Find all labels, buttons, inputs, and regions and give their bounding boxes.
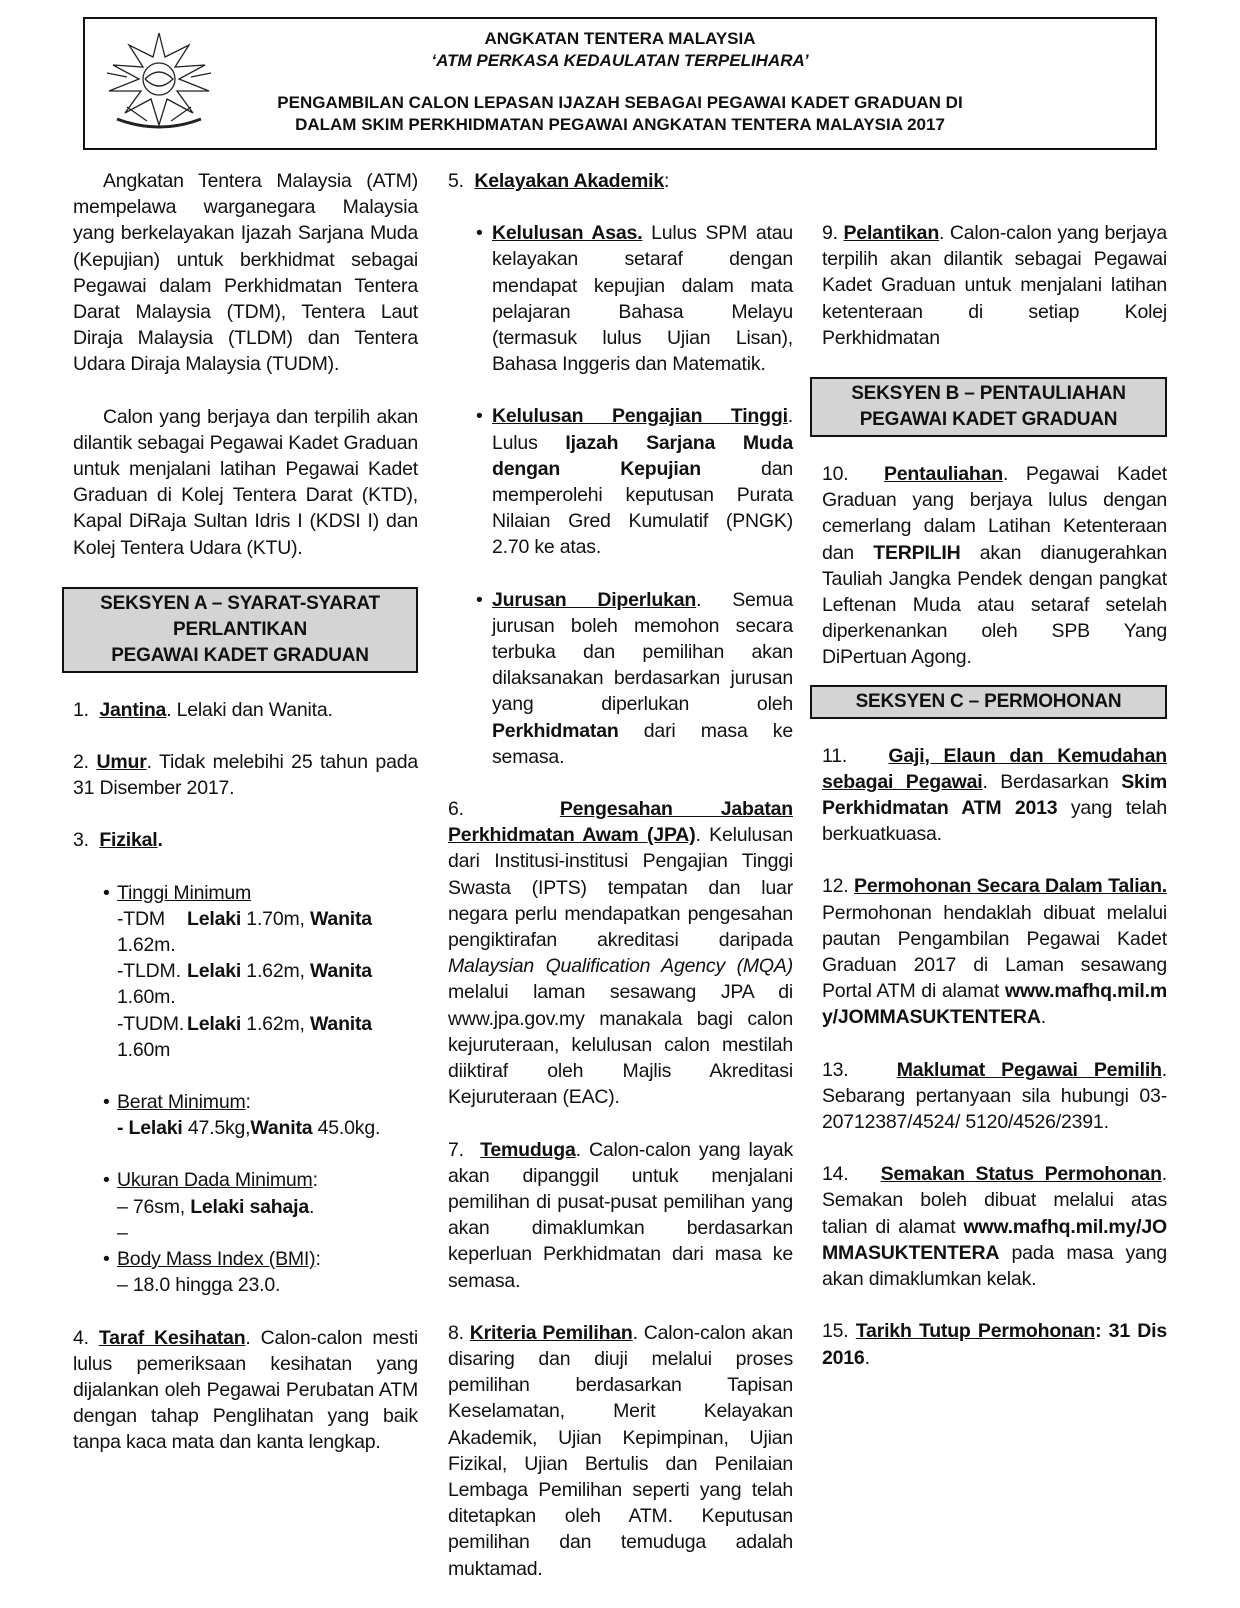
item-1-jantina: 1. Jantina. Lelaki dan Wanita. (73, 698, 333, 721)
status-url[interactable]: www.mafhq.mil.my/JOMMASUKTENTERA (822, 1215, 1167, 1264)
column-2 (448, 168, 793, 1608)
document-header (83, 17, 1157, 150)
item-7-temuduga: 7. Temuduga. Calon-calon yang layak akan dipanggil untuk menjalani pemilihan di pusat-pusat pemilihan yang akan dimaklumkan berdasarkan keperluan Perkhidmatan dari masa ke semasa. (448, 1138, 793, 1292)
section-c-heading: SEKSYEN C – PERMOHONAN (810, 685, 1167, 719)
section-a-heading: SEKSYEN A – SYARAT-SYARAT PERLANTIKAN PEGAWAI KADET GRADUAN (62, 587, 418, 673)
item-3-fizikal: 3. Fizikal. (73, 829, 163, 852)
jurusan-diperlukan: • Jurusan Diperlukan. Semua jurusan boleh memohon secara terbuka dan pemilihan akan dilaksanakan berdasarkan jurusan yang diperlukan oleh Perkhidmatan dari masa ke semasa. (476, 588, 793, 768)
item-6-pengesahan-jpa: 6. Pengesahan Jabatan Perkhidmatan Awam (JPA). Kelulusan dari Institusi-institusi Pengajian Tinggi Swasta (IPTS) tempatan dan luar negara perlu mendapatkan pengesahan pengiktirafan akreditasi daripada Malaysian Qualification Agency (MQA) melalui laman sesawang JPA di www.jpa.gov.my manakala bagi calon kejuruteraan, kelulusan calon mestilah diiktiraf oleh Majlis Akreditasi Kejuruteraan (EAC). (448, 798, 793, 1109)
tinggi-minimum-list: • Tinggi Minimum -TDM Lelaki 1.70m, Wanita 1.62m. -TLDM. Lelaki 1.62m, Wanita 1.60m. -TUDM. Lelaki 1.62m, Wanita 1.60m (103, 881, 372, 1061)
header-motto: ‘ATM PERKASA KEDAULATAN TERPELIHARA’ (431, 51, 809, 70)
item-10-pentauliahan: 10. Pentauliahan. Pegawai Kadet Graduan yang berjaya lulus dengan cemerlang dalam Latihan Ketenteraan dan TERPILIH akan dianugerahkan Tauliah Jangka Pendek dengan pangkat Leftenan Muda atau setaraf setelah diperkenankan oleh SPB Yang DiPertuan Agong. (822, 463, 1167, 669)
item-11-gaji-elaun: 11. Gaji, Elaun dan Kemudahan sebagai Pegawai. Berdasarkan Skim Perkhidmatan ATM 2013 yang telah berkuatkuasa. (822, 744, 1167, 846)
section-b-heading: SEKSYEN B – PENTAULIAHAN PEGAWAI KADET GRADUAN (810, 377, 1167, 437)
item-13-maklumat-pegawai-pemilih: 13. Maklumat Pegawai Pemilih. Sebarang pertanyaan sila hubungi 03-20712387/4524/ 5120/4526/2391. (822, 1058, 1167, 1134)
column-3 (822, 220, 1167, 1397)
item-15-tarikh-tutup: 15. Tarikh Tutup Permohonan: 31 Dis 2016. (822, 1320, 1167, 1369)
item-12-permohonan-dalam-talian: 12. Permohonan Secara Dalam Talian. Permohonan hendaklah dibuat melalui pautan Pengambilan Pegawai Kadet Graduan 2017 di Laman sesawang Portal ATM di alamat www.mafhq.mil.my/JOMMASUKTENTERA. (822, 875, 1168, 1029)
item-5-kelayakan-akademik: 5. Kelayakan Akademik: (448, 170, 670, 192)
header-title-line1: PENGAMBILAN CALON LEPASAN IJAZAH SEBAGAI PEGAWAI KADET GRADUAN DI (277, 93, 963, 112)
kelulusan-pengajian-tinggi: • Kelulusan Pengajian Tinggi. Lulus Ijazah Sarjana Muda dengan Kepujian dan memperolehi keputusan Purata Nilaian Gred Kumulatif (PNGK) 2.70 ke atas. (476, 405, 793, 559)
item-9-pelantikan: 9. Pelantikan. Calon-calon yang berjaya terpilih akan dilantik sebagai Pegawai Kadet Graduan untuk menjalani latihan ketenteraan di setiap Kolej Perkhidmatan (822, 222, 1168, 349)
body-mass-index: • Body Mass Index (BMI): – 18.0 hingga 23.0. (103, 1248, 321, 1297)
item-14-semakan-status: 14. Semakan Status Permohonan. Semakan boleh dibuat melalui atas talian di alamat www.mafhq.mil.my/JOMMASUKTENTERA pada masa yang akan dimaklumkan kelak. (822, 1163, 1168, 1291)
berat-minimum: • Berat Minimum: - Lelaki 47.5kg,Wanita 45.0kg. (103, 1091, 381, 1140)
item-4-taraf-kesihatan: 4. Taraf Kesihatan. Calon-calon mesti lulus pemeriksaan kesihatan yang dijalankan oleh Pegawai Perubatan ATM dengan tahap Penglihatan yang baik tanpa kaca mata dan kanta lengkap. (73, 1326, 418, 1454)
intro-paragraph-2: Calon yang berjaya dan terpilih akan dilantik sebagai Pegawai Kadet Graduan untuk menjalani latihan Pegawai Kadet Graduan di Kolej Tentera Darat (KTD), Kapal DiRaja Sultan Idris I (KDSI I) dan Kolej Tentera Udara (KTU). (73, 405, 418, 559)
kelulusan-asas: • Kelulusan Asas. Lulus SPM atau kelayakan setaraf dengan mendapat kepujian dalam mata pelajaran Bahasa Melayu (termasuk lulus Ujian Lisan), Bahasa Inggeris dan Matematik. (476, 222, 793, 376)
application-url[interactable]: www.mafhq.mil.my/JOMMASUKTENTERA (822, 980, 1167, 1029)
ukuran-dada-minimum: • Ukuran Dada Minimum: – 76sm, Lelaki sahaja. – (103, 1169, 318, 1244)
item-8-kriteria-pemilihan: 8. Kriteria Pemilihan. Calon-calon akan disaring dan diuji melalui proses pemilihan berdasarkan Tapisan Keselamatan, Merit Kelayakan Akademik, Ujian Kepimpinan, Ujian Fizikal, Ujian Bertulis dan Penilaian Lembaga Pemilihan seperti yang telah ditetapkan oleh ATM. Keputusan pemilihan dan temuduga adalah muktamad. (448, 1321, 793, 1580)
header-org: ANGKATAN TENTERA MALAYSIA (484, 29, 756, 48)
header-title-line2: DALAM SKIM PERKHIDMATAN PEGAWAI ANGKATAN TENTERA MALAYSIA 2017 (295, 115, 945, 134)
item-2-umur: 2. Umur. Tidak melebihi 25 tahun pada 31 Disember 2017. (73, 751, 419, 800)
column-1 (73, 168, 418, 1482)
intro-paragraph-1: Angkatan Tentera Malaysia (ATM) mempelawa warganegara Malaysia yang berkelayakan Ijazah Sarjana Muda (Kepujian) untuk berkhidmat sebagai Pegawai dalam Perkhidmatan Tentera Darat Malaysia (TDM), Tentera Laut Diraja Malaysia (TLDM) dan Tentera Udara Diraja Malaysia (TUDM). (73, 170, 418, 376)
